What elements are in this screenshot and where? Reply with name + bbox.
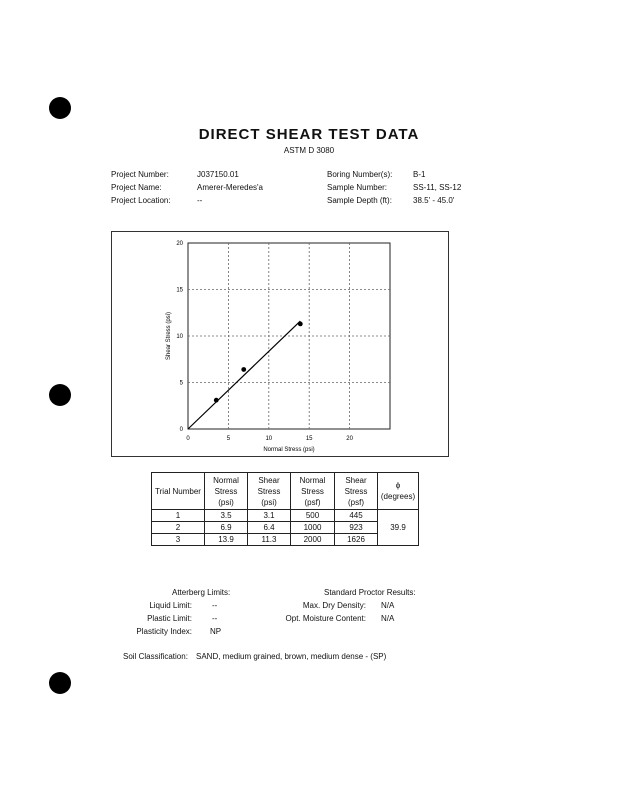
y-tick-label: 20 xyxy=(176,241,183,247)
table-cell: 1000 xyxy=(291,522,335,534)
table-cell: 3 xyxy=(152,534,205,546)
opt-moisture-label: Opt. Moisture Content: xyxy=(285,614,366,623)
document-title: DIRECT SHEAR TEST DATA xyxy=(198,126,420,143)
table-cell: 1 xyxy=(152,510,205,522)
header-shear-psf: Shear Stress (psf) xyxy=(335,473,378,510)
table-cell: 923 xyxy=(335,522,378,534)
atterberg-heading: Atterberg Limits: xyxy=(172,588,231,597)
opt-moisture-value: N/A xyxy=(381,614,395,623)
sample-number-value: SS-11, SS-12 xyxy=(413,183,462,192)
max-dry-density-value: N/A xyxy=(381,601,395,610)
plasticity-index-value: NP xyxy=(210,627,222,636)
soil-classification-label: Soil Classification: xyxy=(123,652,188,661)
header-phi: ϕ (degrees) xyxy=(378,473,419,510)
table-cell: 1626 xyxy=(335,534,378,546)
x-tick-label: 0 xyxy=(186,436,190,442)
phi-value: 39.9 xyxy=(378,510,419,546)
y-tick-label: 5 xyxy=(179,380,183,387)
chart-frame xyxy=(111,231,449,457)
document-standard: ASTM D 3080 xyxy=(283,146,335,155)
header-trial: Trial Number xyxy=(152,473,205,510)
results-table xyxy=(151,472,419,546)
fit-line xyxy=(188,321,300,429)
boring-number-value: B-1 xyxy=(413,170,426,179)
x-tick-label: 15 xyxy=(305,436,313,442)
shear-chart xyxy=(112,232,448,456)
plastic-limit-value: -- xyxy=(212,614,218,623)
project-number-value: J037150.01 xyxy=(197,170,239,179)
liquid-limit-value: -- xyxy=(212,601,218,610)
proctor-heading: Standard Proctor Results: xyxy=(324,588,416,597)
data-point xyxy=(214,398,219,403)
table-cell: 11.3 xyxy=(248,534,291,546)
y-tick-label: 0 xyxy=(179,427,183,433)
info-right-2-label: Sample Depth (ft): xyxy=(327,196,392,205)
y-axis-label: Shear Stress (psi) xyxy=(166,311,172,361)
data-point xyxy=(298,322,303,327)
table-cell: 3.5 xyxy=(205,510,248,522)
x-tick-label: 10 xyxy=(265,436,273,442)
table-cell: 500 xyxy=(291,510,335,522)
table-cell: 2 xyxy=(152,522,205,534)
header-normal-psf: Normal Stress (psf) xyxy=(291,473,335,510)
binder-hole xyxy=(49,384,71,406)
x-axis-label: Normal Stress (psi) xyxy=(263,447,315,453)
header-normal-psi: Normal Stress (psi) xyxy=(205,473,248,510)
info-right-1-label: Sample Number: xyxy=(327,183,388,192)
table-cell: 2000 xyxy=(291,534,335,546)
x-tick-label: 20 xyxy=(346,436,353,442)
info-left-1-label: Project Name: xyxy=(111,183,162,192)
sample-depth-value: 38.5' - 45.0' xyxy=(413,196,455,205)
liquid-limit-label: Liquid Limit: xyxy=(149,601,192,610)
data-point xyxy=(241,367,246,372)
binder-hole xyxy=(49,97,71,119)
info-left-0-label: Project Number: xyxy=(111,170,169,179)
y-tick-label: 10 xyxy=(176,334,183,340)
soil-classification-value: SAND, medium grained, brown, medium dense - (SP) xyxy=(196,652,387,661)
info-left-2-label: Project Location: xyxy=(111,196,171,205)
info-right-0-label: Boring Number(s): xyxy=(327,170,393,179)
header-shear-psi: Shear Stress (psi) xyxy=(248,473,291,510)
plasticity-index-label: Plasticity Index: xyxy=(136,627,192,636)
table-cell: 6.4 xyxy=(248,522,291,534)
y-tick-label: 15 xyxy=(176,287,183,294)
table-cell: 3.1 xyxy=(248,510,291,522)
binder-hole xyxy=(49,672,71,694)
table-row xyxy=(152,510,419,522)
table-cell: 6.9 xyxy=(205,522,248,534)
table-cell: 445 xyxy=(335,510,378,522)
x-tick-label: 5 xyxy=(226,436,231,442)
plastic-limit-label: Plastic Limit: xyxy=(147,614,192,623)
project-name-value: Amerer-Meredes'a xyxy=(197,183,263,192)
table-cell: 13.9 xyxy=(205,534,248,546)
max-dry-density-label: Max. Dry Density: xyxy=(302,601,366,610)
project-location-value: -- xyxy=(197,196,203,205)
